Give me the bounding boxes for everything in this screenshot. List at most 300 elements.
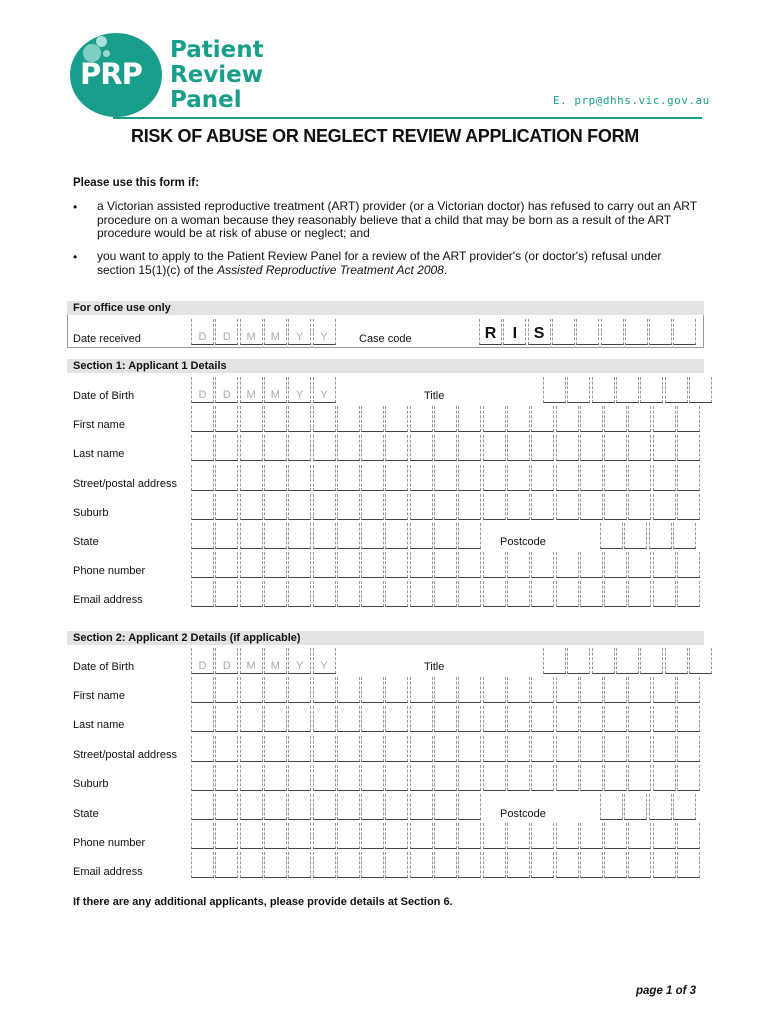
s1-dob-box[interactable]: D (191, 377, 214, 403)
s1-state-box[interactable] (215, 523, 238, 549)
s2-suburb-box[interactable] (215, 765, 238, 791)
s1-phone-box[interactable] (604, 552, 627, 578)
s2-first-name-box[interactable] (264, 677, 287, 703)
s1-dob-box[interactable]: M (264, 377, 287, 403)
s2-first-name-box[interactable] (385, 677, 408, 703)
s2-dob-box[interactable]: Y (288, 648, 311, 674)
s2-suburb-box[interactable] (410, 765, 433, 791)
s1-email-box[interactable] (531, 581, 554, 607)
s2-first-name-box[interactable] (556, 677, 579, 703)
s2-first-name-box[interactable] (628, 677, 651, 703)
s2-first-name-box[interactable] (240, 677, 263, 703)
s1-suburb-box[interactable] (531, 494, 554, 520)
s2-first-name-box[interactable] (313, 677, 336, 703)
s2-state-box[interactable] (240, 794, 263, 820)
s1-phone-box[interactable] (483, 552, 506, 578)
case-code-box[interactable]: S (528, 319, 551, 345)
s1-title-box[interactable] (665, 377, 688, 403)
s2-title-box[interactable] (665, 648, 688, 674)
s2-phone-box[interactable] (288, 823, 311, 849)
s2-first-name-box[interactable] (434, 677, 457, 703)
s1-address-box[interactable] (288, 465, 311, 491)
s2-suburb-box[interactable] (531, 765, 554, 791)
s1-phone-box[interactable] (215, 552, 238, 578)
s2-first-name-box[interactable] (580, 677, 603, 703)
s1-address-box[interactable] (604, 465, 627, 491)
s2-first-name-box[interactable] (191, 677, 214, 703)
s2-title-box[interactable] (567, 648, 590, 674)
s2-suburb-box[interactable] (434, 765, 457, 791)
s1-title-box[interactable] (543, 377, 566, 403)
s1-first-name-box[interactable] (604, 406, 627, 432)
s2-phone-box[interactable] (507, 823, 530, 849)
s1-address-box[interactable] (191, 465, 214, 491)
s2-suburb-box[interactable] (556, 765, 579, 791)
s2-title-box[interactable] (543, 648, 566, 674)
s2-last-name-box[interactable] (628, 706, 651, 732)
s1-email-box[interactable] (628, 581, 651, 607)
s1-suburb-box[interactable] (337, 494, 360, 520)
s1-address-box[interactable] (507, 465, 530, 491)
s1-email-box[interactable] (434, 581, 457, 607)
s2-last-name-box[interactable] (677, 706, 700, 732)
s1-dob-box[interactable]: Y (313, 377, 336, 403)
s1-last-name-box[interactable] (483, 435, 506, 461)
s1-state-box[interactable] (240, 523, 263, 549)
s2-first-name-box[interactable] (531, 677, 554, 703)
s2-suburb-box[interactable] (628, 765, 651, 791)
s1-phone-box[interactable] (531, 552, 554, 578)
s1-address-box[interactable] (337, 465, 360, 491)
s2-address-box[interactable] (288, 736, 311, 762)
s2-title-box[interactable] (592, 648, 615, 674)
s2-email-box[interactable] (628, 852, 651, 878)
s2-address-box[interactable] (434, 736, 457, 762)
s2-suburb-box[interactable] (458, 765, 481, 791)
s2-email-box[interactable] (653, 852, 676, 878)
s2-suburb-box[interactable] (240, 765, 263, 791)
s1-title-box[interactable] (689, 377, 712, 403)
s2-last-name-box[interactable] (264, 706, 287, 732)
s2-email-box[interactable] (264, 852, 287, 878)
s2-phone-box[interactable] (240, 823, 263, 849)
s1-phone-box[interactable] (580, 552, 603, 578)
s2-address-box[interactable] (215, 736, 238, 762)
s2-first-name-box[interactable] (337, 677, 360, 703)
s2-suburb-box[interactable] (653, 765, 676, 791)
s1-email-box[interactable] (556, 581, 579, 607)
s1-phone-box[interactable] (361, 552, 384, 578)
s2-last-name-box[interactable] (653, 706, 676, 732)
s1-suburb-box[interactable] (240, 494, 263, 520)
s2-phone-box[interactable] (653, 823, 676, 849)
s1-last-name-box[interactable] (410, 435, 433, 461)
s1-address-box[interactable] (483, 465, 506, 491)
s2-email-box[interactable] (313, 852, 336, 878)
s1-email-box[interactable] (483, 581, 506, 607)
s1-phone-box[interactable] (191, 552, 214, 578)
s1-phone-box[interactable] (240, 552, 263, 578)
s1-dob-box[interactable]: Y (288, 377, 311, 403)
s1-state-box[interactable] (434, 523, 457, 549)
s1-suburb-box[interactable] (556, 494, 579, 520)
s2-first-name-box[interactable] (604, 677, 627, 703)
s2-dob-box[interactable]: D (215, 648, 238, 674)
s1-phone-box[interactable] (507, 552, 530, 578)
s1-email-box[interactable] (337, 581, 360, 607)
s1-email-box[interactable] (191, 581, 214, 607)
date-received-box[interactable]: D (191, 319, 214, 345)
s1-address-box[interactable] (653, 465, 676, 491)
s1-title-box[interactable] (640, 377, 663, 403)
s2-suburb-box[interactable] (483, 765, 506, 791)
s2-address-box[interactable] (507, 736, 530, 762)
s1-last-name-box[interactable] (361, 435, 384, 461)
s1-address-box[interactable] (580, 465, 603, 491)
s1-phone-box[interactable] (288, 552, 311, 578)
s2-dob-box[interactable]: Y (313, 648, 336, 674)
s2-state-box[interactable] (313, 794, 336, 820)
s2-last-name-box[interactable] (483, 706, 506, 732)
s1-phone-box[interactable] (653, 552, 676, 578)
s2-suburb-box[interactable] (507, 765, 530, 791)
s2-suburb-box[interactable] (337, 765, 360, 791)
s2-address-box[interactable] (483, 736, 506, 762)
s2-address-box[interactable] (361, 736, 384, 762)
s1-first-name-box[interactable] (434, 406, 457, 432)
s1-postcode-box[interactable] (600, 523, 623, 549)
s1-state-box[interactable] (313, 523, 336, 549)
s2-last-name-box[interactable] (580, 706, 603, 732)
date-received-box[interactable]: D (215, 319, 238, 345)
s2-phone-box[interactable] (385, 823, 408, 849)
s1-phone-box[interactable] (313, 552, 336, 578)
s2-email-box[interactable] (507, 852, 530, 878)
s2-suburb-box[interactable] (361, 765, 384, 791)
s1-state-box[interactable] (288, 523, 311, 549)
s2-postcode-box[interactable] (624, 794, 647, 820)
s1-phone-box[interactable] (385, 552, 408, 578)
s2-state-box[interactable] (337, 794, 360, 820)
s1-suburb-box[interactable] (653, 494, 676, 520)
s2-dob-box[interactable]: M (240, 648, 263, 674)
date-received-box[interactable]: Y (313, 319, 336, 345)
case-code-box[interactable]: I (503, 319, 526, 345)
s1-first-name-box[interactable] (385, 406, 408, 432)
s1-first-name-box[interactable] (507, 406, 530, 432)
s1-address-box[interactable] (677, 465, 700, 491)
s2-last-name-box[interactable] (288, 706, 311, 732)
s2-address-box[interactable] (556, 736, 579, 762)
s2-first-name-box[interactable] (458, 677, 481, 703)
s1-email-box[interactable] (653, 581, 676, 607)
s2-email-box[interactable] (215, 852, 238, 878)
s1-last-name-box[interactable] (580, 435, 603, 461)
s2-first-name-box[interactable] (653, 677, 676, 703)
s1-email-box[interactable] (677, 581, 700, 607)
s1-suburb-box[interactable] (215, 494, 238, 520)
s2-email-box[interactable] (410, 852, 433, 878)
s2-email-box[interactable] (434, 852, 457, 878)
s1-address-box[interactable] (628, 465, 651, 491)
s2-state-box[interactable] (458, 794, 481, 820)
s2-phone-box[interactable] (628, 823, 651, 849)
case-code-box[interactable]: R (479, 319, 502, 345)
s2-address-box[interactable] (580, 736, 603, 762)
s2-last-name-box[interactable] (240, 706, 263, 732)
s2-last-name-box[interactable] (531, 706, 554, 732)
s2-first-name-box[interactable] (215, 677, 238, 703)
s2-last-name-box[interactable] (410, 706, 433, 732)
s2-suburb-box[interactable] (264, 765, 287, 791)
s2-phone-box[interactable] (191, 823, 214, 849)
s1-suburb-box[interactable] (507, 494, 530, 520)
s2-suburb-box[interactable] (604, 765, 627, 791)
s1-last-name-box[interactable] (191, 435, 214, 461)
s2-suburb-box[interactable] (288, 765, 311, 791)
s2-state-box[interactable] (264, 794, 287, 820)
s1-email-box[interactable] (604, 581, 627, 607)
s2-email-box[interactable] (385, 852, 408, 878)
s1-address-box[interactable] (313, 465, 336, 491)
s1-postcode-box[interactable] (649, 523, 672, 549)
s2-first-name-box[interactable] (507, 677, 530, 703)
s2-title-box[interactable] (640, 648, 663, 674)
s1-phone-box[interactable] (337, 552, 360, 578)
s2-email-box[interactable] (458, 852, 481, 878)
s2-last-name-box[interactable] (215, 706, 238, 732)
s1-address-box[interactable] (434, 465, 457, 491)
s1-last-name-box[interactable] (313, 435, 336, 461)
s1-suburb-box[interactable] (580, 494, 603, 520)
s2-address-box[interactable] (677, 736, 700, 762)
s2-address-box[interactable] (458, 736, 481, 762)
s1-last-name-box[interactable] (215, 435, 238, 461)
s1-dob-box[interactable]: M (240, 377, 263, 403)
s2-suburb-box[interactable] (385, 765, 408, 791)
date-received-box[interactable]: M (240, 319, 263, 345)
s2-last-name-box[interactable] (556, 706, 579, 732)
s2-phone-box[interactable] (264, 823, 287, 849)
s1-first-name-box[interactable] (264, 406, 287, 432)
s1-suburb-box[interactable] (313, 494, 336, 520)
s1-email-box[interactable] (507, 581, 530, 607)
s1-phone-box[interactable] (410, 552, 433, 578)
case-code-box[interactable] (601, 319, 624, 345)
case-code-box[interactable] (649, 319, 672, 345)
s1-address-box[interactable] (458, 465, 481, 491)
s1-suburb-box[interactable] (604, 494, 627, 520)
s1-state-box[interactable] (264, 523, 287, 549)
s1-suburb-box[interactable] (458, 494, 481, 520)
s2-phone-box[interactable] (556, 823, 579, 849)
s2-state-box[interactable] (215, 794, 238, 820)
s1-suburb-box[interactable] (361, 494, 384, 520)
s2-last-name-box[interactable] (361, 706, 384, 732)
s2-phone-box[interactable] (580, 823, 603, 849)
s2-phone-box[interactable] (410, 823, 433, 849)
s1-last-name-box[interactable] (653, 435, 676, 461)
s1-suburb-box[interactable] (483, 494, 506, 520)
s1-first-name-box[interactable] (361, 406, 384, 432)
contact-email[interactable]: E. prp@dhhs.vic.gov.au (553, 94, 710, 107)
s1-first-name-box[interactable] (191, 406, 214, 432)
s2-last-name-box[interactable] (385, 706, 408, 732)
s1-state-box[interactable] (191, 523, 214, 549)
s2-state-box[interactable] (191, 794, 214, 820)
s1-state-box[interactable] (458, 523, 481, 549)
s2-state-box[interactable] (434, 794, 457, 820)
s2-address-box[interactable] (653, 736, 676, 762)
s1-email-box[interactable] (361, 581, 384, 607)
s1-first-name-box[interactable] (677, 406, 700, 432)
s2-last-name-box[interactable] (604, 706, 627, 732)
s2-email-box[interactable] (483, 852, 506, 878)
s2-title-box[interactable] (689, 648, 712, 674)
s2-suburb-box[interactable] (313, 765, 336, 791)
s1-email-box[interactable] (288, 581, 311, 607)
s1-suburb-box[interactable] (264, 494, 287, 520)
s1-last-name-box[interactable] (337, 435, 360, 461)
s2-phone-box[interactable] (531, 823, 554, 849)
s2-email-box[interactable] (580, 852, 603, 878)
s2-state-box[interactable] (288, 794, 311, 820)
s2-address-box[interactable] (337, 736, 360, 762)
s1-last-name-box[interactable] (434, 435, 457, 461)
date-received-box[interactable]: Y (288, 319, 311, 345)
s1-email-box[interactable] (215, 581, 238, 607)
s1-last-name-box[interactable] (628, 435, 651, 461)
date-received-box[interactable]: M (264, 319, 287, 345)
s1-email-box[interactable] (240, 581, 263, 607)
s1-phone-box[interactable] (628, 552, 651, 578)
s2-address-box[interactable] (628, 736, 651, 762)
s2-first-name-box[interactable] (361, 677, 384, 703)
s2-dob-box[interactable]: M (264, 648, 287, 674)
s2-postcode-box[interactable] (600, 794, 623, 820)
s1-last-name-box[interactable] (604, 435, 627, 461)
s2-address-box[interactable] (531, 736, 554, 762)
s1-last-name-box[interactable] (385, 435, 408, 461)
case-code-box[interactable] (625, 319, 648, 345)
s2-email-box[interactable] (531, 852, 554, 878)
s2-email-box[interactable] (240, 852, 263, 878)
s1-phone-box[interactable] (556, 552, 579, 578)
s2-last-name-box[interactable] (337, 706, 360, 732)
case-code-box[interactable] (576, 319, 599, 345)
s2-address-box[interactable] (604, 736, 627, 762)
s1-suburb-box[interactable] (677, 494, 700, 520)
s1-first-name-box[interactable] (556, 406, 579, 432)
s1-postcode-box[interactable] (624, 523, 647, 549)
s2-last-name-box[interactable] (191, 706, 214, 732)
s1-first-name-box[interactable] (410, 406, 433, 432)
s1-last-name-box[interactable] (556, 435, 579, 461)
s1-suburb-box[interactable] (434, 494, 457, 520)
s1-first-name-box[interactable] (313, 406, 336, 432)
s1-address-box[interactable] (385, 465, 408, 491)
s1-suburb-box[interactable] (191, 494, 214, 520)
s1-first-name-box[interactable] (531, 406, 554, 432)
s1-address-box[interactable] (556, 465, 579, 491)
s1-first-name-box[interactable] (288, 406, 311, 432)
s2-last-name-box[interactable] (458, 706, 481, 732)
s2-suburb-box[interactable] (677, 765, 700, 791)
s1-address-box[interactable] (264, 465, 287, 491)
s2-address-box[interactable] (264, 736, 287, 762)
s1-email-box[interactable] (385, 581, 408, 607)
s2-email-box[interactable] (556, 852, 579, 878)
s2-state-box[interactable] (385, 794, 408, 820)
s1-last-name-box[interactable] (677, 435, 700, 461)
s1-address-box[interactable] (361, 465, 384, 491)
s2-email-box[interactable] (337, 852, 360, 878)
s2-address-box[interactable] (385, 736, 408, 762)
s1-suburb-box[interactable] (288, 494, 311, 520)
s1-suburb-box[interactable] (385, 494, 408, 520)
s2-address-box[interactable] (410, 736, 433, 762)
case-code-box[interactable] (673, 319, 696, 345)
s2-address-box[interactable] (240, 736, 263, 762)
s2-email-box[interactable] (361, 852, 384, 878)
s2-email-box[interactable] (677, 852, 700, 878)
s1-email-box[interactable] (313, 581, 336, 607)
s2-first-name-box[interactable] (677, 677, 700, 703)
s1-suburb-box[interactable] (410, 494, 433, 520)
s2-first-name-box[interactable] (483, 677, 506, 703)
s2-postcode-box[interactable] (649, 794, 672, 820)
s2-dob-box[interactable]: D (191, 648, 214, 674)
s1-email-box[interactable] (458, 581, 481, 607)
s1-address-box[interactable] (410, 465, 433, 491)
s2-email-box[interactable] (288, 852, 311, 878)
s2-phone-box[interactable] (313, 823, 336, 849)
s1-last-name-box[interactable] (507, 435, 530, 461)
s1-first-name-box[interactable] (458, 406, 481, 432)
s1-state-box[interactable] (361, 523, 384, 549)
s1-first-name-box[interactable] (653, 406, 676, 432)
s1-first-name-box[interactable] (240, 406, 263, 432)
s1-phone-box[interactable] (264, 552, 287, 578)
s2-title-box[interactable] (616, 648, 639, 674)
s2-phone-box[interactable] (483, 823, 506, 849)
s2-email-box[interactable] (191, 852, 214, 878)
s2-state-box[interactable] (361, 794, 384, 820)
s1-email-box[interactable] (410, 581, 433, 607)
s1-email-box[interactable] (264, 581, 287, 607)
s1-first-name-box[interactable] (628, 406, 651, 432)
s1-phone-box[interactable] (434, 552, 457, 578)
s1-first-name-box[interactable] (337, 406, 360, 432)
s2-last-name-box[interactable] (507, 706, 530, 732)
s1-suburb-box[interactable] (628, 494, 651, 520)
s2-first-name-box[interactable] (288, 677, 311, 703)
s2-suburb-box[interactable] (191, 765, 214, 791)
s1-postcode-box[interactable] (673, 523, 696, 549)
s1-last-name-box[interactable] (288, 435, 311, 461)
s1-title-box[interactable] (567, 377, 590, 403)
s2-phone-box[interactable] (604, 823, 627, 849)
s2-suburb-box[interactable] (580, 765, 603, 791)
s1-last-name-box[interactable] (240, 435, 263, 461)
s1-address-box[interactable] (531, 465, 554, 491)
s2-address-box[interactable] (313, 736, 336, 762)
s1-last-name-box[interactable] (531, 435, 554, 461)
s1-first-name-box[interactable] (483, 406, 506, 432)
s1-address-box[interactable] (240, 465, 263, 491)
s2-state-box[interactable] (410, 794, 433, 820)
s2-phone-box[interactable] (434, 823, 457, 849)
